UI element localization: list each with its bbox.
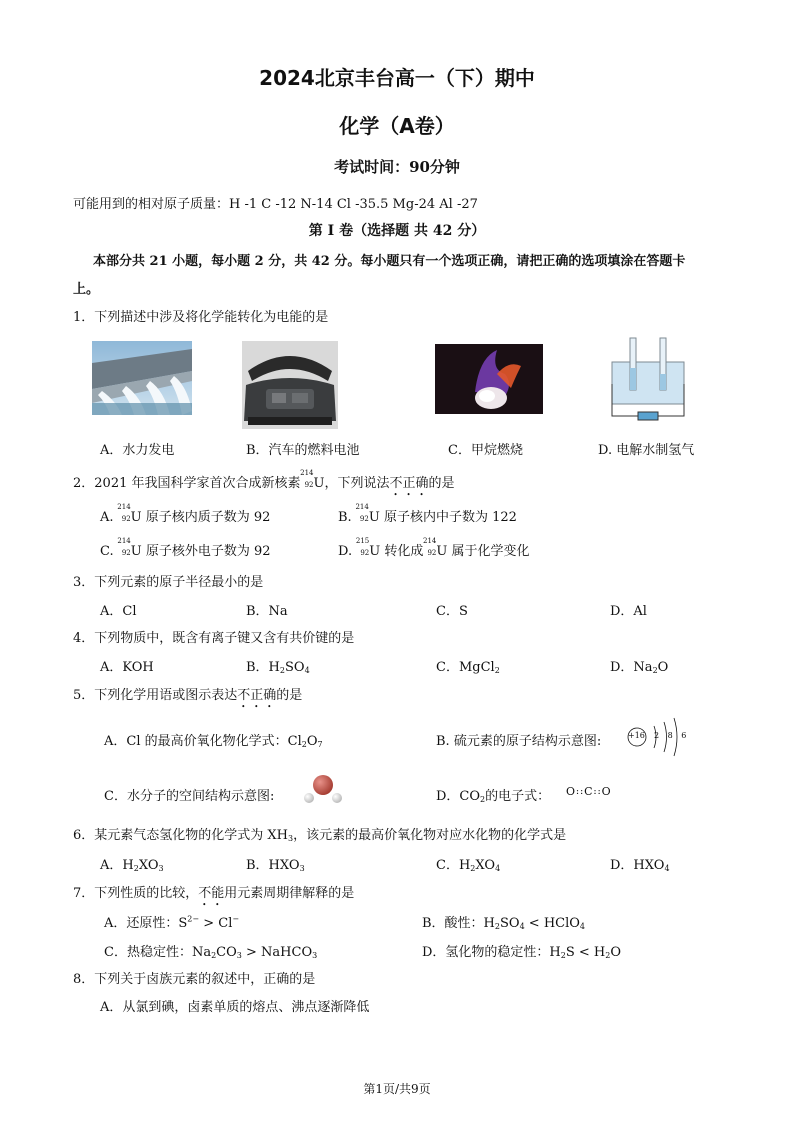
q5-option-d: D．$CO_2$的电子式： <box>436 789 551 804</box>
q6-option-b: B．$HXO_3$ <box>246 858 305 873</box>
q2-option-d: D. 215 92 U 转化成 214 92 U 属于化学变化 <box>338 537 530 559</box>
sulfur-atom-diagram <box>624 712 690 760</box>
q1-option-c: C．甲烷燃烧 <box>448 443 523 458</box>
q5-option-c: C．水分子的空间结构示意图: <box>104 789 275 804</box>
q8-option-a: A．从氯到碘，卤素单质的熔点、沸点逐渐降低 <box>100 1000 370 1015</box>
q4-option-d: D．$Na_2O$ <box>610 660 669 675</box>
q4-option-c: C．MgCl$_2$ <box>436 660 500 675</box>
section-instruction-cont: 上。 <box>73 282 100 297</box>
q3-stem: 3．下列元素的原子半径最小的是 <box>73 575 264 590</box>
q7-option-b: B．酸性：$H_2SO_4$ < HClO$_4$ <box>422 916 586 931</box>
subject-title: 化学（A卷） <box>339 114 455 138</box>
q6-option-a: A．$H_2XO_3$ <box>100 858 164 873</box>
exam-time: 考试时间：90分钟 <box>334 158 460 176</box>
q4-option-a: A．KOH <box>100 660 154 675</box>
q6-option-d: D．$HXO_4$ <box>610 858 670 873</box>
q2-option-a: A. 214 92 U 原子核内质子数为 92 <box>100 503 271 525</box>
electrolysis-image <box>608 334 688 424</box>
hydropower-image <box>92 341 192 415</box>
q6-stem: 6．某元素气态氢化物的化学式为 $XH_3$，该元素的最高价氧化物对应水化物的化学式是 <box>73 828 567 843</box>
methane-flame-image <box>435 344 543 414</box>
q4-stem: 4．下列物质中，既含有离子键又含有共价键的是 <box>73 631 355 646</box>
q1-option-d: D. 电解水制氢气 <box>598 443 695 458</box>
page-number: 第1页/共9页 <box>363 1082 431 1096</box>
q3-option-c: C．S <box>436 604 468 619</box>
atomic-masses: 可能用到的相对原子质量：H -1 C -12 N-14 Cl -35.5 Mg-24 Al -27 <box>73 197 478 212</box>
q7-option-a: A．还原性：$S^{2-} > Cl^-$ <box>104 914 240 931</box>
exam-title: 2024北京丰台高一（下）期中 <box>259 66 535 90</box>
section-title: 第 I 卷（选择题 共 42 分） <box>308 223 486 239</box>
nucleus-charge: +16 <box>628 731 645 740</box>
electron-shells: 2 8 6 <box>654 731 690 740</box>
fuel-cell-car-image <box>242 341 338 429</box>
q5-option-b: B. 硫元素的原子结构示意图: <box>436 734 602 749</box>
q2-option-b: B. 214 92 U 原子核内中子数为 122 <box>338 503 517 525</box>
co2-lewis-structure: O꞉꞉C꞉꞉O <box>566 785 612 798</box>
section-instruction: 本部分共 21 小题，每小题 2 分，共 42 分。每小题只有一个选项正确，请把正确的选项填涂在答题卡 <box>93 254 686 269</box>
q3-option-b: B．Na <box>246 604 288 619</box>
q4-option-b: B．$H_2SO_4$ <box>246 660 310 675</box>
q7-option-c: C．热稳定性：$Na_2CO_3$ > NaHCO$_3$ <box>104 945 318 960</box>
q1-option-a: A．水力发电 <box>100 443 175 458</box>
water-molecule-model <box>300 772 346 806</box>
q5-option-a: A．Cl 的最高价氧化物化学式：$Cl_2O_7$ <box>104 734 323 749</box>
q6-option-c: C．$H_2XO_4$ <box>436 858 501 873</box>
q2-option-c: C. 214 92 U 原子核外电子数为 92 <box>100 537 271 559</box>
q3-option-d: D．Al <box>610 604 647 619</box>
q1-stem: 1．下列描述中涉及将化学能转化为电能的是 <box>73 310 329 325</box>
q2-stem: 2．2021 年我国科学家首次合成新核素 214 92 U，下列说法不正确的是 <box>73 469 455 491</box>
q5-stem: 5．下列化学用语或图示表达不正确的是 <box>73 688 303 703</box>
q1-option-b: B．汽车的燃料电池 <box>246 443 360 458</box>
q3-option-a: A．Cl <box>100 604 137 619</box>
q7-option-d: D．氢化物的稳定性：$H_2S < H_2O$ <box>422 945 622 960</box>
q7-stem: 7．下列性质的比较，不能用元素周期律解释的是 <box>73 886 355 901</box>
q8-stem: 8．下列关于卤族元素的叙述中，正确的是 <box>73 972 316 987</box>
